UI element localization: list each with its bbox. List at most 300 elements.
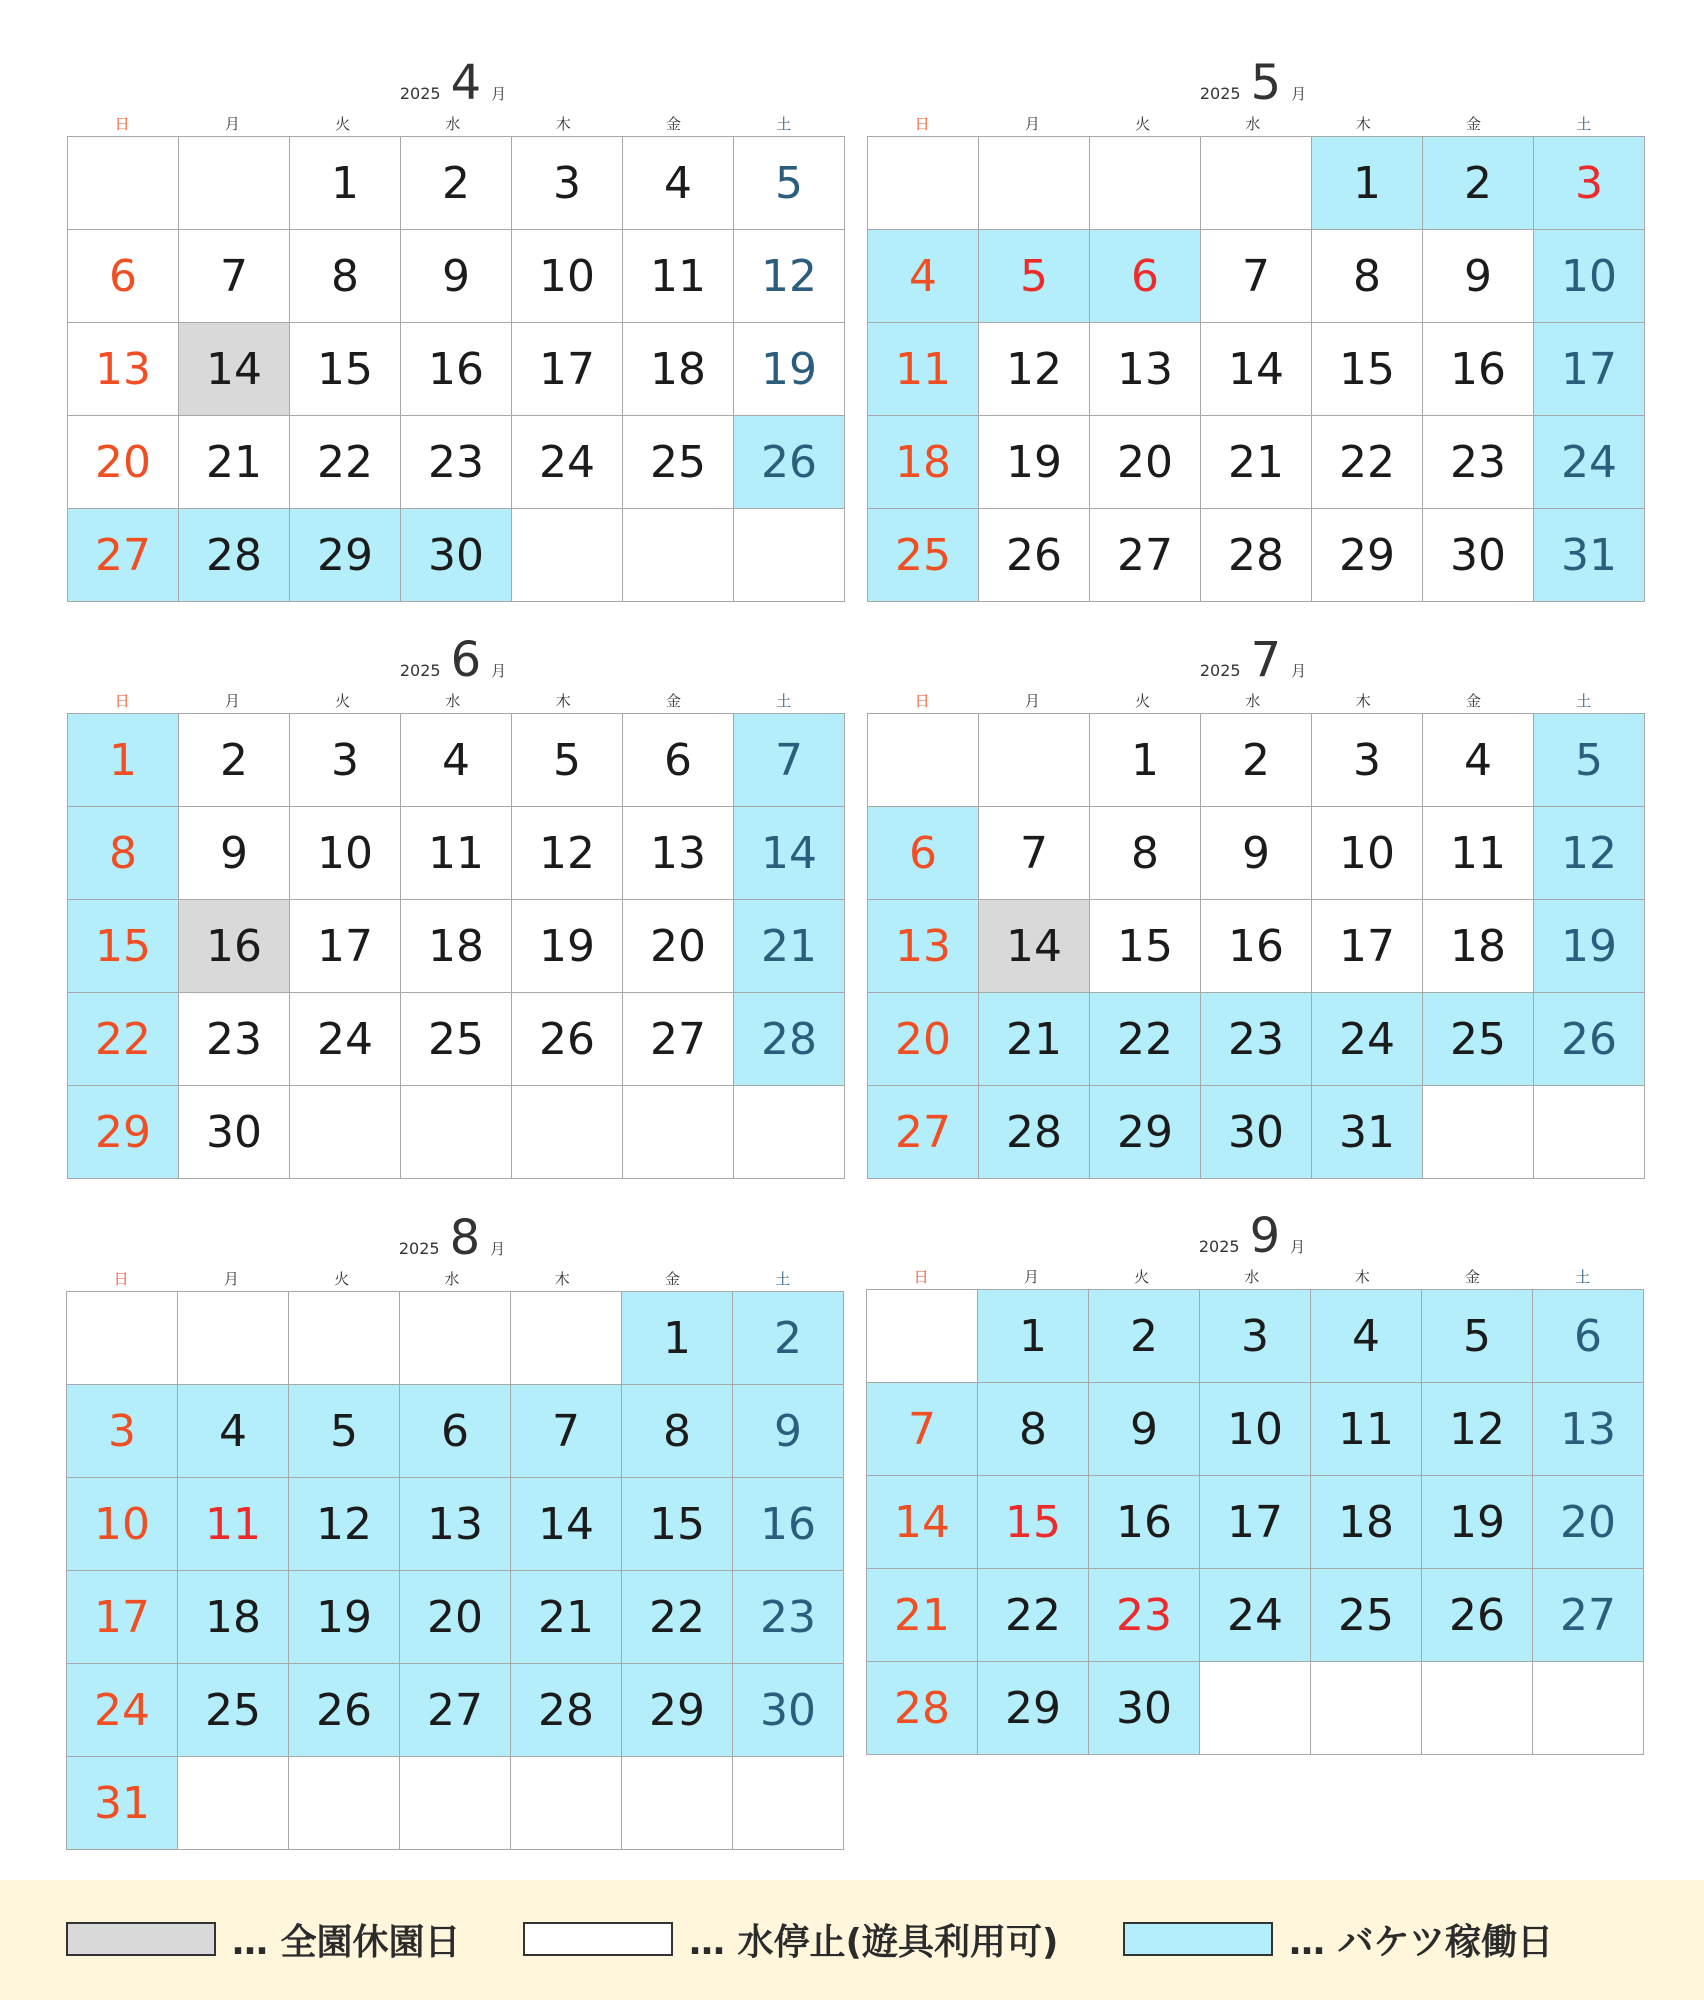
- day-cell: 21: [1201, 416, 1312, 509]
- day-cell: [401, 1086, 512, 1179]
- weekday-label: 金: [665, 115, 681, 133]
- day-cell: [1311, 1662, 1422, 1755]
- week-row: [68, 509, 845, 602]
- day-cell: 22: [1090, 993, 1201, 1086]
- week-row: [68, 137, 845, 230]
- week-row: [68, 323, 845, 416]
- month-number: 4: [450, 55, 482, 111]
- day-cell: 25: [623, 416, 734, 509]
- day-cell: 6: [623, 714, 734, 807]
- day-cell: 15: [68, 900, 179, 993]
- day-cell: 8: [622, 1385, 733, 1478]
- weekday-label: 水: [444, 1270, 460, 1288]
- day-cell: 3: [1200, 1290, 1311, 1383]
- day-cell: [68, 137, 179, 230]
- week-row: [68, 714, 845, 807]
- day-cell: 4: [1311, 1290, 1422, 1383]
- day-cell: [512, 509, 623, 602]
- day-cell: 5: [1534, 714, 1645, 807]
- day-cell: 2: [1423, 137, 1534, 230]
- month-number: 6: [450, 632, 482, 688]
- week-row: [67, 1385, 844, 1478]
- day-cell: 17: [1200, 1476, 1311, 1569]
- day-cell: 20: [623, 900, 734, 993]
- weekday-label: 金: [1465, 692, 1481, 710]
- year-label: 2025: [399, 661, 441, 680]
- day-cell: 10: [1534, 230, 1645, 323]
- weekday-label: 土: [775, 1270, 791, 1288]
- day-cell: [178, 1292, 289, 1385]
- month-number: 5: [1250, 55, 1282, 111]
- week-row: [68, 807, 845, 900]
- weekday-label: 木: [555, 692, 571, 710]
- day-cell: [1534, 1086, 1645, 1179]
- day-cell: 23: [1423, 416, 1534, 509]
- weekday-label: 日: [913, 1268, 929, 1286]
- month-title: [866, 1208, 1638, 1268]
- day-cell: [868, 714, 979, 807]
- weekday-label: 水: [1245, 692, 1261, 710]
- year-label: 2025: [399, 84, 441, 103]
- month-calendar: [67, 55, 839, 601]
- month-calendar: [867, 55, 1639, 601]
- weekday-header: [67, 690, 839, 712]
- day-cell: 15: [1090, 900, 1201, 993]
- day-cell: 4: [1423, 714, 1534, 807]
- month-title: [67, 55, 839, 115]
- day-cell: 8: [1090, 807, 1201, 900]
- day-cell: 18: [178, 1571, 289, 1664]
- month-number: 8: [449, 1210, 481, 1266]
- week-row: [868, 993, 1645, 1086]
- day-cell: 13: [868, 900, 979, 993]
- day-cell: 3: [67, 1385, 178, 1478]
- day-cell: 22: [622, 1571, 733, 1664]
- legend-label-bucket: … バケツ稼働日: [1289, 1921, 1554, 1963]
- day-cell: 7: [979, 807, 1090, 900]
- day-cell: 26: [1422, 1569, 1533, 1662]
- week-row: [67, 1292, 844, 1385]
- day-cell: 1: [1312, 137, 1423, 230]
- day-cell: 26: [979, 509, 1090, 602]
- day-cell: 24: [512, 416, 623, 509]
- day-cell: 30: [179, 1086, 290, 1179]
- day-cell: [733, 1757, 844, 1850]
- day-cell: [178, 1757, 289, 1850]
- day-cell: 22: [1312, 416, 1423, 509]
- day-cell: 27: [1090, 509, 1201, 602]
- weekday-label: 月: [1024, 692, 1040, 710]
- day-cell: 16: [1423, 323, 1534, 416]
- week-row: [867, 1383, 1644, 1476]
- weekday-label: 火: [335, 692, 351, 710]
- day-cell: 4: [178, 1385, 289, 1478]
- day-cell: 23: [401, 416, 512, 509]
- day-cell: 13: [623, 807, 734, 900]
- day-cell: 23: [1089, 1569, 1200, 1662]
- weekday-label: 火: [335, 115, 351, 133]
- day-cell: 17: [1534, 323, 1645, 416]
- day-cell: 25: [1311, 1569, 1422, 1662]
- weekday-label: 土: [776, 115, 792, 133]
- day-cell: 2: [1089, 1290, 1200, 1383]
- month-calendar: [867, 632, 1639, 1178]
- weekday-label: 月: [1023, 1268, 1039, 1286]
- day-cell: 10: [67, 1478, 178, 1571]
- weekday-label: 土: [1576, 115, 1592, 133]
- day-cell: 16: [733, 1478, 844, 1571]
- day-cell: 20: [400, 1571, 511, 1664]
- day-cell: 8: [1312, 230, 1423, 323]
- day-cell: 11: [623, 230, 734, 323]
- weekday-label: 月: [224, 115, 240, 133]
- day-cell: 18: [1311, 1476, 1422, 1569]
- day-cell: 11: [1423, 807, 1534, 900]
- day-cell: 28: [734, 993, 845, 1086]
- day-cell: 15: [978, 1476, 1089, 1569]
- weekday-label: 木: [554, 1270, 570, 1288]
- day-cell: 3: [290, 714, 401, 807]
- day-cell: 19: [734, 323, 845, 416]
- day-cell: 8: [290, 230, 401, 323]
- week-row: [67, 1664, 844, 1757]
- month-unit-label: 月: [491, 85, 507, 103]
- day-cell: 27: [400, 1664, 511, 1757]
- day-cell: [400, 1292, 511, 1385]
- day-cell: [979, 137, 1090, 230]
- day-cell: 12: [979, 323, 1090, 416]
- day-cell: 21: [734, 900, 845, 993]
- day-cell: 5: [979, 230, 1090, 323]
- weekday-label: 日: [114, 692, 130, 710]
- day-cell: 6: [1533, 1290, 1644, 1383]
- day-cell: 29: [68, 1086, 179, 1179]
- day-cell: [511, 1292, 622, 1385]
- day-cell: 12: [512, 807, 623, 900]
- weekday-label: 金: [665, 692, 681, 710]
- weekday-label: 木: [1354, 1268, 1370, 1286]
- legend-label-water-off: … 水停止(遊具利用可): [689, 1921, 1059, 1963]
- day-cell: 7: [867, 1383, 978, 1476]
- day-cell: 9: [1089, 1383, 1200, 1476]
- day-cell: 6: [868, 807, 979, 900]
- day-cell: 12: [1422, 1383, 1533, 1476]
- week-row: [67, 1757, 844, 1850]
- weekday-label: 火: [1135, 115, 1151, 133]
- day-cell: 6: [400, 1385, 511, 1478]
- week-row: [867, 1476, 1644, 1569]
- day-cell: 23: [1201, 993, 1312, 1086]
- day-cell: 22: [68, 993, 179, 1086]
- day-cell: 14: [1201, 323, 1312, 416]
- day-cell: 7: [511, 1385, 622, 1478]
- day-cell: 4: [401, 714, 512, 807]
- weekday-header: [867, 113, 1639, 135]
- day-cell: 25: [868, 509, 979, 602]
- month-unit-label: 月: [1291, 662, 1307, 680]
- legend-item-bucket: [1123, 1914, 1553, 1964]
- weekday-label: 日: [914, 115, 930, 133]
- week-row: [867, 1662, 1644, 1755]
- day-cell: [1422, 1662, 1533, 1755]
- weekday-label: 日: [914, 692, 930, 710]
- day-cell: 12: [1534, 807, 1645, 900]
- weekday-label: 月: [1024, 115, 1040, 133]
- day-cell: 23: [179, 993, 290, 1086]
- day-cell: 7: [734, 714, 845, 807]
- day-cell: 4: [868, 230, 979, 323]
- month-calendar: [866, 1208, 1638, 1754]
- day-cell: 28: [1201, 509, 1312, 602]
- month-calendar: [67, 632, 839, 1178]
- day-cell: 18: [401, 900, 512, 993]
- day-cell: 29: [622, 1664, 733, 1757]
- day-cell: 13: [400, 1478, 511, 1571]
- day-cell: 6: [1090, 230, 1201, 323]
- day-cell: 26: [289, 1664, 400, 1757]
- day-cell: 29: [290, 509, 401, 602]
- day-cell: [1200, 1662, 1311, 1755]
- weekday-label: 日: [114, 115, 130, 133]
- weekday-label: 土: [1576, 692, 1592, 710]
- month-grid: [66, 1291, 844, 1850]
- day-cell: 1: [290, 137, 401, 230]
- day-cell: 3: [1534, 137, 1645, 230]
- day-cell: 5: [1422, 1290, 1533, 1383]
- day-cell: [867, 1290, 978, 1383]
- weekday-label: 水: [1244, 1268, 1260, 1286]
- legend-label-closed: … 全園休園日: [232, 1921, 461, 1963]
- day-cell: [734, 509, 845, 602]
- month-grid: [866, 1289, 1644, 1755]
- weekday-header: [67, 113, 839, 135]
- day-cell: 10: [512, 230, 623, 323]
- day-cell: 8: [978, 1383, 1089, 1476]
- day-cell: 17: [67, 1571, 178, 1664]
- month-title: [867, 55, 1639, 115]
- weekday-label: 木: [1355, 692, 1371, 710]
- day-cell: 27: [623, 993, 734, 1086]
- day-cell: 30: [733, 1664, 844, 1757]
- day-cell: 7: [1201, 230, 1312, 323]
- day-cell: 30: [1089, 1662, 1200, 1755]
- day-cell: [1201, 137, 1312, 230]
- day-cell: 4: [623, 137, 734, 230]
- day-cell: 23: [733, 1571, 844, 1664]
- week-row: [868, 900, 1645, 993]
- day-cell: 5: [512, 714, 623, 807]
- weekday-label: 火: [1135, 692, 1151, 710]
- day-cell: 24: [67, 1664, 178, 1757]
- weekday-label: 日: [113, 1270, 129, 1288]
- weekday-label: 水: [445, 692, 461, 710]
- day-cell: 8: [68, 807, 179, 900]
- day-cell: 25: [178, 1664, 289, 1757]
- day-cell: 19: [979, 416, 1090, 509]
- day-cell: 14: [511, 1478, 622, 1571]
- day-cell: 14: [734, 807, 845, 900]
- day-cell: 11: [868, 323, 979, 416]
- day-cell: 9: [1423, 230, 1534, 323]
- day-cell: 13: [1533, 1383, 1644, 1476]
- day-cell: [289, 1292, 400, 1385]
- weekday-label: 金: [664, 1270, 680, 1288]
- day-cell: 18: [868, 416, 979, 509]
- month-grid: [867, 713, 1645, 1179]
- day-cell: 25: [401, 993, 512, 1086]
- day-cell: 24: [1312, 993, 1423, 1086]
- month-number: 7: [1250, 632, 1282, 688]
- day-cell: 30: [401, 509, 512, 602]
- day-cell: 9: [401, 230, 512, 323]
- year-label: 2025: [1199, 84, 1241, 103]
- day-cell: 10: [1200, 1383, 1311, 1476]
- month-number: 9: [1249, 1208, 1281, 1264]
- day-cell: 26: [734, 416, 845, 509]
- weekday-label: 火: [334, 1270, 350, 1288]
- day-cell: 15: [290, 323, 401, 416]
- day-cell: 29: [1090, 1086, 1201, 1179]
- week-row: [68, 1086, 845, 1179]
- month-unit-label: 月: [490, 1240, 506, 1258]
- day-cell: 1: [978, 1290, 1089, 1383]
- day-cell: 26: [512, 993, 623, 1086]
- weekday-label: 土: [1575, 1268, 1591, 1286]
- legend-item-water-off: [523, 1914, 1058, 1964]
- day-cell: 21: [867, 1569, 978, 1662]
- day-cell: 20: [868, 993, 979, 1086]
- day-cell: 16: [1089, 1476, 1200, 1569]
- day-cell: 27: [68, 509, 179, 602]
- day-cell: 2: [179, 714, 290, 807]
- day-cell: 24: [1534, 416, 1645, 509]
- day-cell: 19: [512, 900, 623, 993]
- month-grid: [867, 136, 1645, 602]
- day-cell: [979, 714, 1090, 807]
- day-cell: 9: [179, 807, 290, 900]
- day-cell: 27: [868, 1086, 979, 1179]
- weekday-header: [66, 1268, 838, 1290]
- day-cell: 12: [734, 230, 845, 323]
- day-cell: 13: [68, 323, 179, 416]
- legend: [0, 1880, 1704, 2000]
- month-title: [66, 1210, 838, 1270]
- day-cell: 16: [179, 900, 290, 993]
- day-cell: 24: [1200, 1569, 1311, 1662]
- day-cell: [511, 1757, 622, 1850]
- week-row: [868, 137, 1645, 230]
- month-grid: [67, 136, 845, 602]
- week-row: [868, 323, 1645, 416]
- day-cell: 5: [734, 137, 845, 230]
- day-cell: [623, 509, 734, 602]
- day-cell: 9: [1201, 807, 1312, 900]
- day-cell: 24: [290, 993, 401, 1086]
- week-row: [867, 1290, 1644, 1383]
- day-cell: 11: [401, 807, 512, 900]
- day-cell: 17: [512, 323, 623, 416]
- day-cell: 31: [1312, 1086, 1423, 1179]
- week-row: [68, 230, 845, 323]
- day-cell: 1: [1090, 714, 1201, 807]
- day-cell: 26: [1534, 993, 1645, 1086]
- weekday-label: 金: [1465, 115, 1481, 133]
- day-cell: 28: [867, 1662, 978, 1755]
- day-cell: [179, 137, 290, 230]
- week-row: [68, 993, 845, 1086]
- week-row: [868, 1086, 1645, 1179]
- day-cell: 30: [1201, 1086, 1312, 1179]
- day-cell: [1090, 137, 1201, 230]
- day-cell: 1: [622, 1292, 733, 1385]
- day-cell: 18: [1423, 900, 1534, 993]
- weekday-label: 月: [224, 692, 240, 710]
- week-row: [68, 416, 845, 509]
- day-cell: [400, 1757, 511, 1850]
- day-cell: [512, 1086, 623, 1179]
- day-cell: 3: [1312, 714, 1423, 807]
- day-cell: 27: [1533, 1569, 1644, 1662]
- day-cell: [868, 137, 979, 230]
- weekday-header: [866, 1266, 1638, 1288]
- day-cell: 13: [1090, 323, 1201, 416]
- day-cell: 19: [1534, 900, 1645, 993]
- month-title: [867, 632, 1639, 692]
- day-cell: 22: [290, 416, 401, 509]
- day-cell: 7: [179, 230, 290, 323]
- day-cell: 14: [867, 1476, 978, 1569]
- day-cell: 19: [289, 1571, 400, 1664]
- week-row: [67, 1478, 844, 1571]
- weekday-header: [867, 690, 1639, 712]
- day-cell: [623, 1086, 734, 1179]
- day-cell: 6: [68, 230, 179, 323]
- day-cell: 15: [1312, 323, 1423, 416]
- day-cell: 2: [1201, 714, 1312, 807]
- day-cell: 15: [622, 1478, 733, 1571]
- day-cell: 17: [1312, 900, 1423, 993]
- week-row: [868, 807, 1645, 900]
- day-cell: [1533, 1662, 1644, 1755]
- day-cell: 10: [1312, 807, 1423, 900]
- day-cell: 30: [1423, 509, 1534, 602]
- day-cell: 22: [978, 1569, 1089, 1662]
- month-grid: [67, 713, 845, 1179]
- day-cell: 11: [1311, 1383, 1422, 1476]
- day-cell: 20: [68, 416, 179, 509]
- day-cell: 29: [1312, 509, 1423, 602]
- week-row: [867, 1569, 1644, 1662]
- day-cell: 21: [979, 993, 1090, 1086]
- day-cell: 20: [1533, 1476, 1644, 1569]
- day-cell: 29: [978, 1662, 1089, 1755]
- day-cell: 28: [179, 509, 290, 602]
- day-cell: 1: [68, 714, 179, 807]
- day-cell: 16: [1201, 900, 1312, 993]
- weekday-label: 火: [1134, 1268, 1150, 1286]
- day-cell: 9: [733, 1385, 844, 1478]
- week-row: [68, 900, 845, 993]
- year-label: 2025: [398, 1239, 440, 1258]
- day-cell: 20: [1090, 416, 1201, 509]
- day-cell: 28: [979, 1086, 1090, 1179]
- month-unit-label: 月: [491, 662, 507, 680]
- weekday-label: 土: [776, 692, 792, 710]
- weekday-label: 月: [223, 1270, 239, 1288]
- day-cell: [1423, 1086, 1534, 1179]
- day-cell: 25: [1423, 993, 1534, 1086]
- month-calendar: [66, 1210, 838, 1849]
